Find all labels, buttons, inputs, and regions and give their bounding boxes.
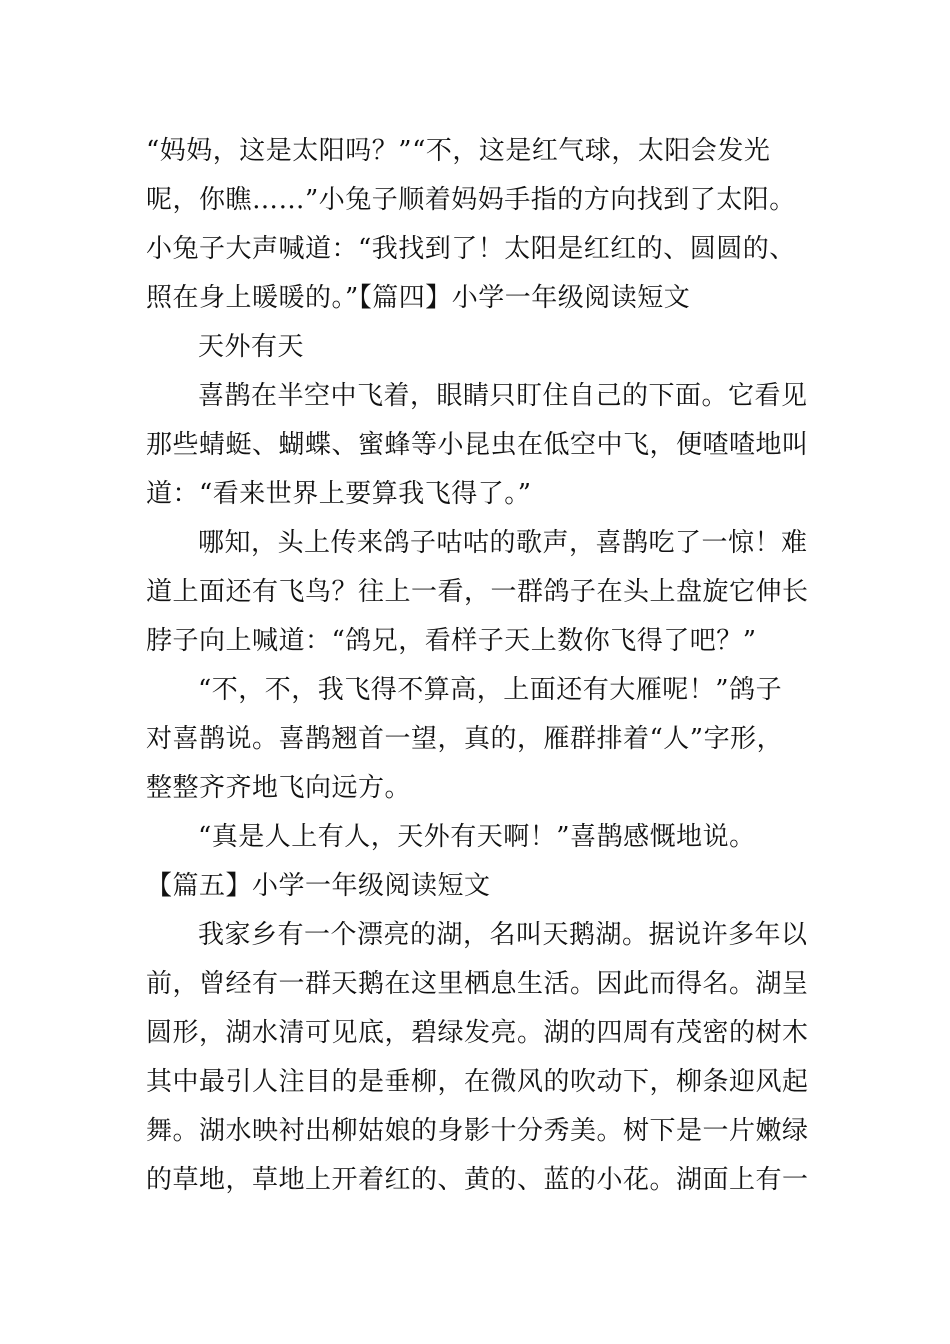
text-line: 脖子向上喊道：“鸽兄，看样子天上数你飞得了吧？” (146, 626, 757, 656)
text-line: 的草地，草地上开着红的、黄的、蓝的小花。湖面上有一 (146, 1165, 809, 1195)
text-line: 我家乡有一个漂亮的湖，名叫天鹅湖。据说许多年以 (198, 920, 808, 950)
story-title: 天外有天 (198, 332, 305, 362)
text-line: 呢，你瞧……”小兔子顺着妈妈手指的方向找到了太阳。 (146, 185, 796, 215)
text-line: 舞。湖水映衬出柳姑娘的身影十分秀美。树下是一片嫩绿 (146, 1116, 809, 1146)
text-line: “真是人上有人，天外有天啊！”喜鹊感慨地说。 (198, 822, 756, 852)
text-line: 道：“看来世界上要算我飞得了。” (146, 479, 532, 509)
text-line: 整整齐齐地飞向远方。 (146, 773, 412, 803)
text-line: 对喜鹊说。喜鹊翘首一望，真的，雁群排着“人”字形， (146, 724, 784, 754)
text-line: 那些蜻蜓、蝴蝶、蜜蜂等小昆虫在低空中飞，便喳喳地叫 (146, 430, 809, 460)
text-line: 其中最引人注目的是垂柳，在微风的吹动下，柳条迎风起 (146, 1067, 809, 1097)
text-line: 哪知，头上传来鸽子咕咕的歌声，喜鹊吃了一惊！难 (198, 528, 808, 558)
text-line: 喜鹊在半空中飞着，眼睛只盯住自己的下面。它看见 (198, 381, 808, 411)
document-page (146, 127, 809, 1205)
section-heading: 【篇五】小学一年级阅读短文 (146, 871, 491, 901)
text-line: “妈妈，这是太阳吗？”“不，这是红气球，太阳会发光 (146, 136, 771, 166)
text-line: 照在身上暖暖的。”【篇四】小学一年级阅读短文 (146, 283, 691, 313)
text-line: 道上面还有飞鸟？往上一看，一群鸽子在头上盘旋它伸长 (146, 577, 809, 607)
text-line: 圆形，湖水清可见底，碧绿发亮。湖的四周有茂密的树木 (146, 1018, 809, 1048)
text-line: 小兔子大声喊道：“我找到了！太阳是红红的、圆圆的、 (146, 234, 796, 264)
text-line: 前，曾经有一群天鹅在这里栖息生活。因此而得名。湖呈 (146, 969, 809, 999)
text-line: “不，不，我飞得不算高，上面还有大雁呢！”鸽子 (198, 675, 783, 705)
